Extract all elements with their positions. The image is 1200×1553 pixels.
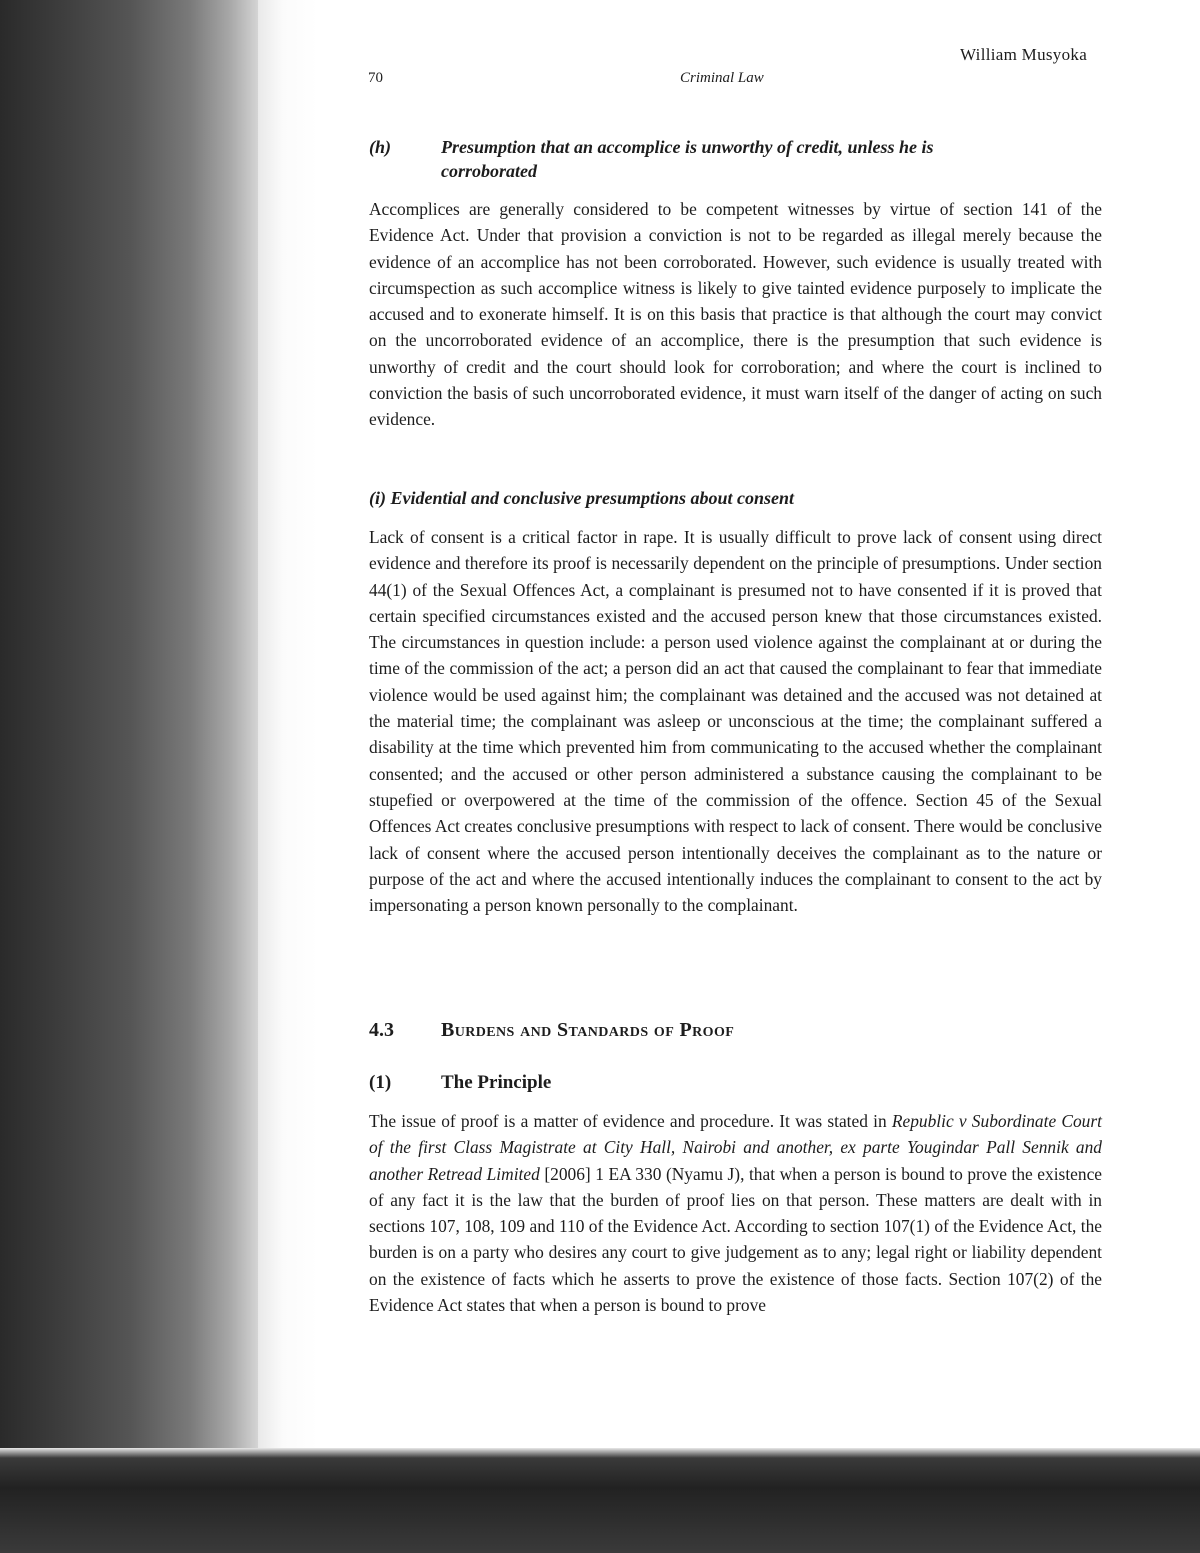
- section-h-heading: [441, 135, 1081, 183]
- scan-bottom-edge: [0, 1448, 1200, 1553]
- section-h-paragraph: Accomplices are generally considered to be competent witnesses by virtue of section 141 of the Evidence Act. Under that provision a conviction is not to be regarded as illegal merely because the evidence of an accomplice has not been corroborated. However, such evidence is usually treated with circumspection as such accomplice witness is likely to give tainted evidence purposely to implicate the accused and to exonerate himself. It is on this basis that practice is that although the court may convict on the uncorroborated evidence of an accomplice, there is the presumption that such evidence is unworthy of credit and the court should look for corroboration; and where the court is inclined to conviction the basis of such uncorroborated evidence, it must warn itself of the danger of acting on such evidence.: [369, 199, 1102, 430]
- section-i-heading: (i) Evidential and conclusive presumptions about consent: [369, 488, 795, 508]
- section-h-label: (h): [369, 137, 391, 157]
- subsection-title: The Principle: [441, 1072, 552, 1093]
- paragraph-text-rest: [2006] 1 EA 330 (Nyamu J), that when a person is bound to prove the existence of any fact it is the law that the burden of proof lies on that person. These matters are dealt with in sections 107, 108, 109 and 110 of the Evidence Act. According to section 107(1) of the Evidence Act, the burden is on a party who desires any court to give judgement as to any; legal right or liability dependent on the existence of facts which he asserts to prove the existence of those facts. Section 107(2) of the Evidence Act states that when a person is bound to prove: [369, 1163, 1103, 1316]
- book-gutter-shadow: [0, 0, 275, 1553]
- section-h-title-line2: corroborated: [441, 161, 537, 181]
- subsection-number: (1): [369, 1072, 392, 1093]
- page-number: 70: [368, 70, 383, 86]
- subsection-paragraph: [369, 1108, 1102, 1318]
- section-h-title-line1: Presumption that an accomplice is unworthy of credit, unless he is: [441, 137, 934, 157]
- paragraph-text-start: The issue of proof is a matter of evidence and procedure. It was stated in: [369, 1111, 892, 1131]
- section-title: Burdens and Standards of Proof: [441, 1019, 735, 1041]
- case-citation: Republic v Subordinate Court of the first Class Magistrate at City Hall, Nairobi and another, ex parte Yougindar Pall Sennik and another Retread Limited: [369, 1111, 1102, 1184]
- section-number: 4.3: [369, 1019, 394, 1041]
- running-title: Criminal Law: [680, 70, 764, 86]
- author-name: William Musyoka: [960, 45, 1088, 64]
- section-i-paragraph: Lack of consent is a critical factor in rape. It is usually difficult to prove lack of consent using direct evidence and therefore its proof is necessarily dependent on the principle of presumptions. Under section 44(1) of the Sexual Offences Act, a complainant is presumed not to have consented if it is proved that certain specified circumstances existed and the accused person knew that those circumstances existed. The circumstances in question include: a person used violence against the complainant at or during the time of the commission of the act; a person did an act that caused the complainant to fear that immediate violence would be used against him; the complainant was detained and the accused was not detained at the material time; the complainant was asleep or unconscious at the time; the complainant suffered a disability at the time which prevented him from communicating to the accused whether the complainant consented; and the accused or other person administered a substance causing the complainant to be stupefied or overpowered at the time of the commission of the offence. Section 45 of the Sexual Offences Act creates conclusive presumptions with respect to lack of consent. There would be conclusive lack of consent where the accused person intentionally deceives the complainant as to the nature or purpose of the act and where the accused intentionally induces the complainant to consent to the act by impersonating a person known personally to the complainant.: [369, 527, 1102, 916]
